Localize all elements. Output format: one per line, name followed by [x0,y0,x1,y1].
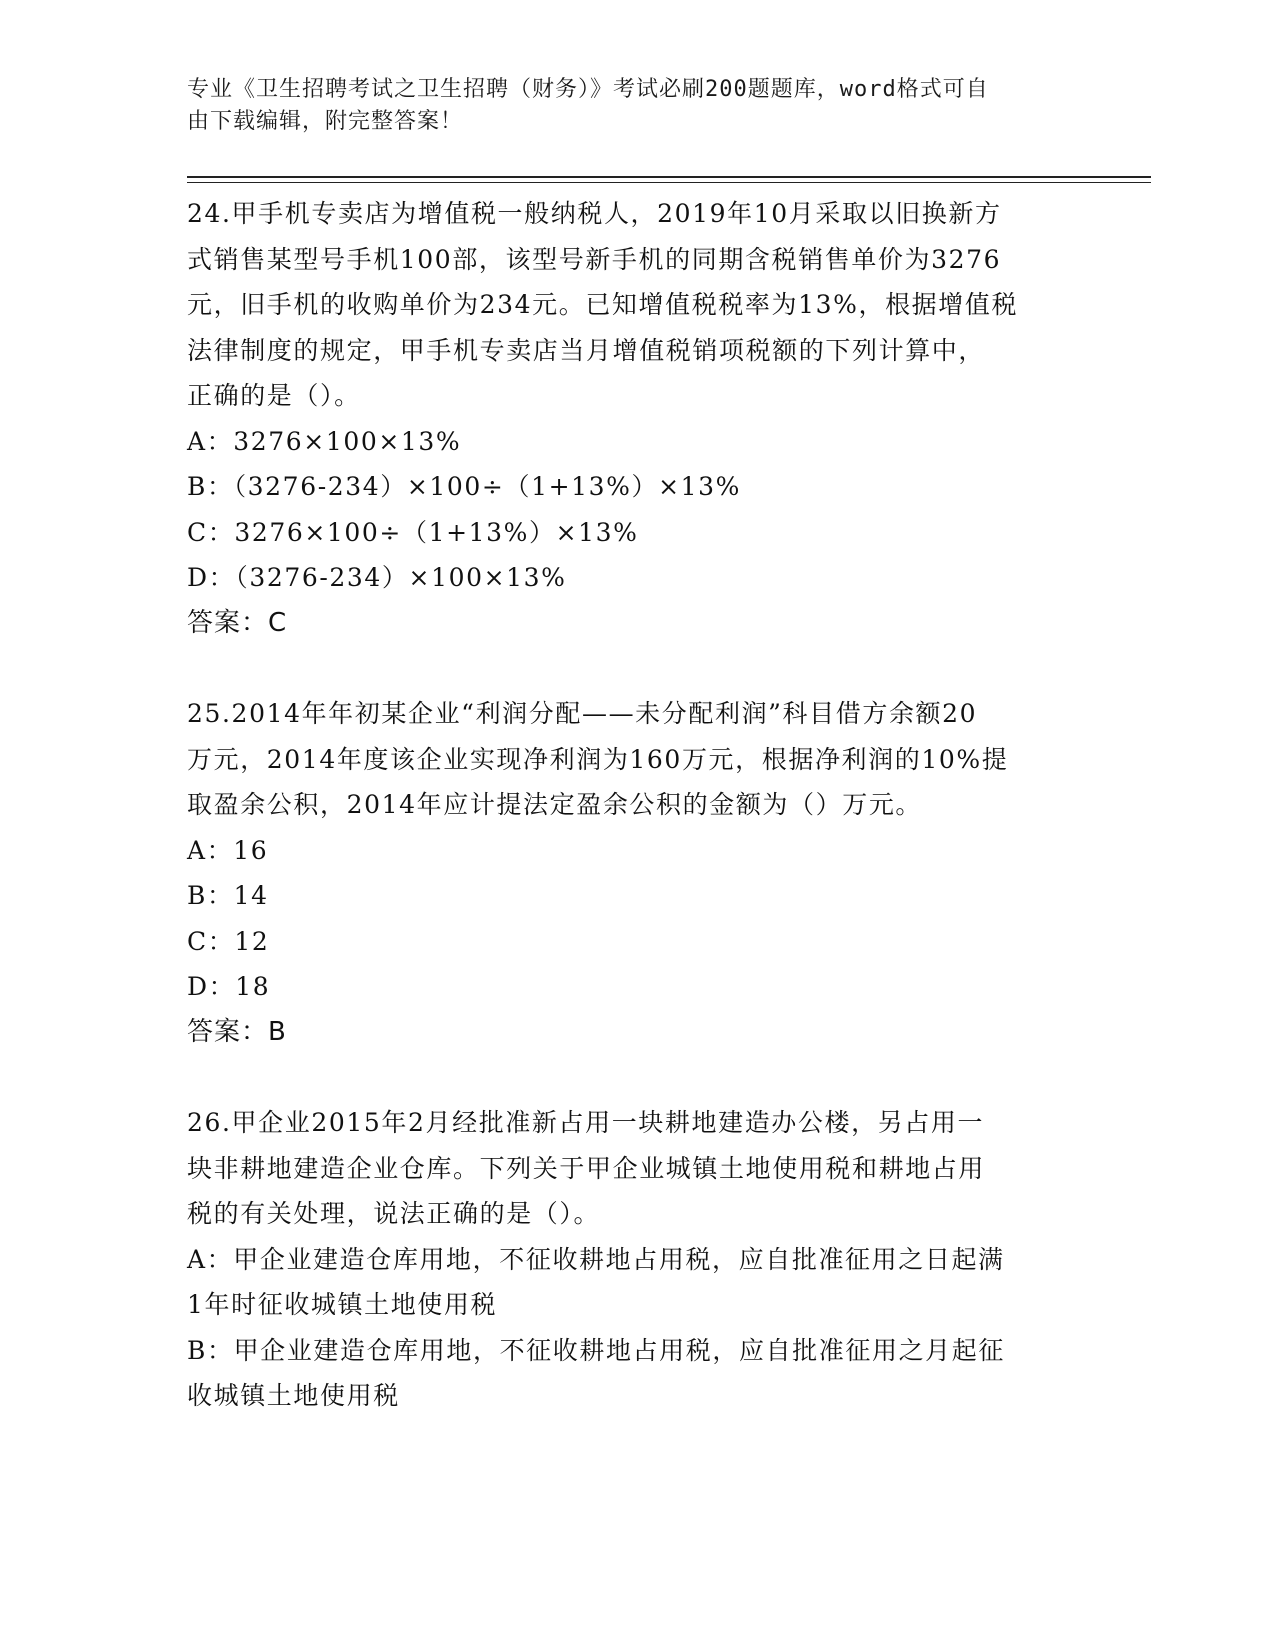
question-stem-line: 取盈余公积，2014年应计提法定盈余公积的金额为（）万元。 [187,790,923,819]
header-line: 由下载编辑，附完整答案！ [187,109,464,134]
option-b-continued: 收城镇土地使用税 [187,1381,400,1410]
answer-line: 答案：C [187,607,288,638]
question-stem-line: 法律制度的规定，甲手机专卖店当月增值税销项税额的下列计算中， [187,335,986,365]
question-stem-line: 式销售某型号手机100部，该型号新手机的同期含税销售单价为3276 [187,244,1002,274]
header-line: 专业《卫生招聘考试之卫生招聘（财务）》考试必刷200题题库，word格式可自 [187,77,989,102]
option-c: C：12 [187,926,270,956]
question-stem-line: 24.甲手机专卖店为增值税一般纳税人，2019年10月采取以旧换新方 [187,199,1002,228]
question-stem-line: 25.2014年年初某企业“利润分配——未分配利润”科目借方余额20 [187,699,978,728]
option-d: D：（3276-234）×100×13% [187,563,567,592]
option-b: B：14 [187,881,269,910]
question-25 [187,691,1087,1055]
spacer [187,646,1087,691]
question-24 [187,191,1087,646]
question-stem-line: 块非耕地建造企业仓库。下列关于甲企业城镇土地使用税和耕地占用 [187,1153,986,1183]
question-stem-line: 正确的是（）。 [187,381,361,410]
option-d: D：18 [187,972,271,1001]
question-stem-line: 元，旧手机的收购单价为234元。已知增值税税率为13%，根据增值税 [187,290,1019,319]
question-26 [187,1100,1087,1419]
page-header [187,74,1067,138]
question-stem-line: 万元，2014年度该企业实现净利润为160万元，根据净利润的10%提 [187,744,1009,774]
header-divider-thin [187,182,1151,183]
option-b: B：甲企业建造仓库用地，不征收耕地占用税，应自批准征用之月起征 [187,1335,1005,1365]
spacer [187,1055,1087,1100]
option-b: B：（3276-234）×100÷（1+13%）×13% [187,472,742,501]
option-a: A：16 [187,835,269,865]
question-stem-line: 26.甲企业2015年2月经批准新占用一块耕地建造办公楼，另占用一 [187,1108,985,1137]
question-list [187,191,1087,1419]
option-c: C：3276×100÷（1+13%）×13% [187,517,639,547]
question-stem-line: 税的有关处理，说法正确的是（）。 [187,1199,601,1228]
answer-line: 答案：B [187,1016,287,1047]
option-a: A：3276×100×13% [187,426,462,456]
option-a: A：甲企业建造仓库用地，不征收耕地占用税，应自批准征用之日起满 [187,1244,1005,1274]
header-divider [187,176,1151,178]
option-a-continued: 1年时征收城镇土地使用税 [187,1290,498,1319]
